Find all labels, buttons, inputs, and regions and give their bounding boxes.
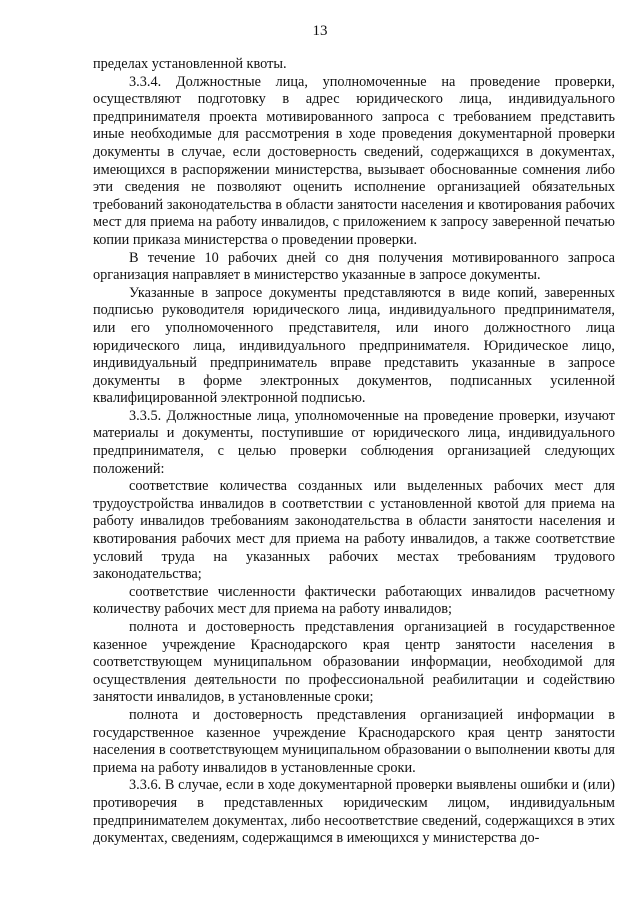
list-item-information-completeness: полнота и достоверность представления организацией в государственное казенное учреждение Краснодарского края центр занятости населения в соответствующем муниципальном образовании информации, необходимой для осуществления деятельности по профессиональной реабилитации и содействию занятости инвалидов, в установленные сроки;	[93, 619, 615, 706]
paragraph-quota-end: пределах установленной квоты.	[93, 56, 287, 72]
document-body	[93, 56, 615, 848]
paragraph-3-3-5: 3.3.5. Должностные лица, уполномоченные на проведение проверки, изучают материалы и документы, поступившие от юридического лица, индивидуального предпринимателя, с целью проверки соблюдения организацией следующих положений:	[93, 407, 615, 477]
list-item-disabled-count: соответствие численности фактически работающих инвалидов расчетному количеству рабочих мест для приема на работу инвалидов;	[93, 583, 615, 618]
paragraph-response-deadline: В течение 10 рабочих дней со дня получения мотивированного запроса организация направляет в министерство указанные в запросе документы.	[93, 249, 615, 284]
page-number: 13	[312, 23, 328, 39]
paragraph-document-copies: Указанные в запросе документы представляются в виде копий, заверенных подписью руководителя юридического лица, индивидуального предпринимателя, или его уполномоченного представителя, или иного должностного лица юридического лица, индивидуального предпринимателя. Юридическое лицо, индивидуальный предприниматель вправе представить указанные в запросе документы в форме электронных документов, подписанных усиленной квалифицированной электронной подписью.	[93, 284, 615, 407]
paragraph-3-3-6: 3.3.6. В случае, если в ходе документарной проверки выявлены ошибки и (или) противоречия в представленных юридическим лицом, индивидуальным предпринимателем документах, либо несоответствие сведений, содержащихся в этих документах, сведениям, содержащимся в имеющихся у министерства до-	[93, 777, 615, 847]
list-item-workplaces-compliance: соответствие количества созданных или выделенных рабочих мест для трудоустройства инвалидов в соответствии с установленной квотой для приема на работу инвалидов требованиям законодательства в области занятости населения и квотирования рабочих мест для приема на работу инвалидов, а также соответствие условий труда на указанных рабочих местах требованиям трудового законодательства;	[93, 478, 615, 583]
paragraph-3-3-4: 3.3.4. Должностные лица, уполномоченные на проведение проверки, осуществляют подготовку в адрес юридического лица, индивидуального предпринимателя проекта мотивированного запроса с требованием представить иные необходимые для рассмотрения в ходе проведения документарной проверки документы в случае, если достоверность сведений, содержащихся в документах, имеющихся в распоряжении министерства, вызывает обоснованные сомнения либо эти сведения не позволяют оценить исполнение организацией обязательных требований законодательства в области занятости населения и квотирования рабочих мест для приема на работу инвалидов, с приложением к запросу заверенной печатью копии приказа министерства о проведении проверки.	[93, 73, 615, 248]
list-item-quota-reporting: полнота и достоверность представления организацией информации в государственное казенное учреждение Краснодарского края центр занятости населения в соответствующем муниципальном образовании о выполнении квоты для приема на работу инвалидов в установленные сроки.	[93, 706, 615, 776]
